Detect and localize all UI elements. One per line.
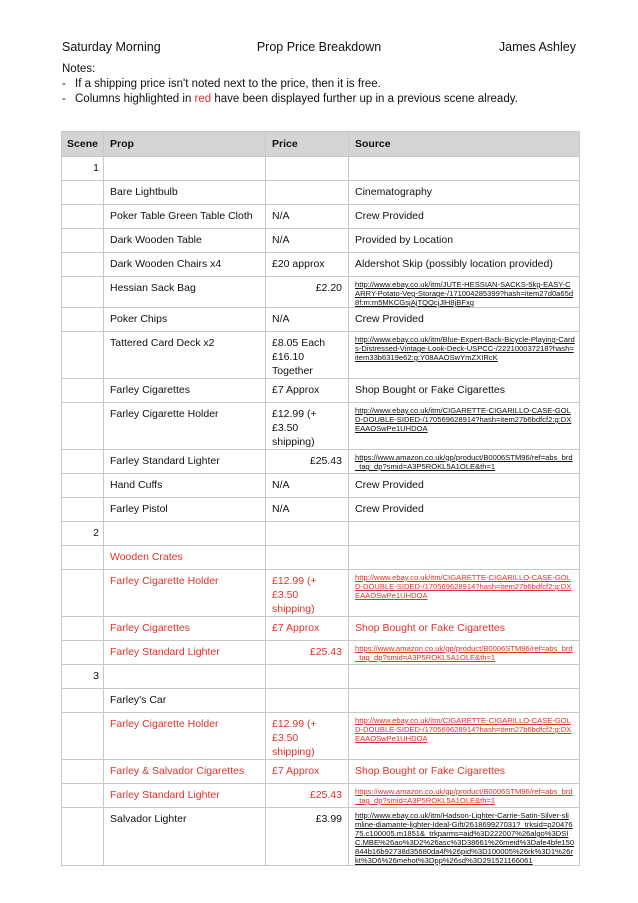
source-text: Crew Provided: [355, 503, 424, 515]
prop-cell: [104, 403, 266, 450]
prop-name: Farley Standard Lighter: [110, 789, 220, 801]
source-link[interactable]: https://www.amazon.co.uk/gp/product/B0006STM96/ref=abs_brd_tag_dp?smid=A3P5ROKL5A1OLE&th=1: [355, 644, 573, 662]
scene-row: [62, 665, 580, 689]
source-cell[interactable]: [349, 277, 580, 308]
source-link[interactable]: http://www.ebay.co.uk/itm/Blue-Expert-Back-Bicycle-Playing-Cards-Distressed-Vintage-Look-Deck-USPCC-/222100037218?hash=item33b6319e62:g:Y08AAOSwYmZXIRcK: [355, 335, 575, 362]
source-link[interactable]: https://www.amazon.co.uk/gp/product/B0006STM96/ref=abs_brd_tag_dp?smid=A3P5ROKL5A1OLE&th=1: [355, 787, 573, 805]
price-value: £7 Approx: [272, 622, 320, 634]
empty-cell: [349, 522, 580, 546]
table-row: [62, 498, 580, 522]
scene-number: 1: [93, 162, 99, 174]
prop-cell: [104, 474, 266, 498]
prop-cell: [104, 253, 266, 277]
column-header-prop: Prop: [104, 132, 266, 157]
table-body: [62, 157, 580, 866]
scene-number: 2: [93, 527, 99, 539]
scene-cell: [62, 641, 104, 665]
price-cell: [266, 689, 349, 713]
prop-name: Wooden Crates: [110, 551, 183, 563]
scene-cell: [62, 546, 104, 570]
prop-cell: [104, 760, 266, 784]
prop-cell: [104, 229, 266, 253]
note-text-red: red: [194, 93, 212, 105]
scene-number-cell: [62, 522, 104, 546]
prop-cell: [104, 784, 266, 808]
prop-name: Hessian Sack Bag: [110, 282, 196, 294]
prop-cell: [104, 450, 266, 474]
table-row: [62, 760, 580, 784]
price-value: N/A: [272, 503, 290, 515]
price-cell: [266, 713, 349, 760]
table-row: [62, 332, 580, 379]
prop-name: Farley's Car: [110, 694, 167, 706]
source-link[interactable]: http://www.ebay.co.uk/itm/CIGARETTE-CIGARILLO-CASE-GOLD-DOUBLE-SIDED-/170569628914?hash=item27b6bdfcf2:g:DXEAAOSwPe1UHDOA: [355, 716, 572, 743]
prop-name: Farley Standard Lighter: [110, 455, 220, 467]
bullet-dash-icon: -: [62, 93, 66, 105]
scene-cell: [62, 808, 104, 866]
prop-name: Dark Wooden Chairs x4: [110, 258, 222, 270]
price-value: £25.43: [309, 789, 342, 801]
scene-cell: [62, 498, 104, 522]
source-cell: [349, 308, 580, 332]
source-cell[interactable]: [349, 570, 580, 617]
scene-row: [62, 522, 580, 546]
price-cell: [266, 498, 349, 522]
note-text-shipping: If a shipping price isn't noted next to the price, then it is free.: [75, 78, 381, 90]
note-text-pre: Columns highlighted in: [75, 93, 195, 105]
source-cell[interactable]: [349, 641, 580, 665]
table-row: [62, 546, 580, 570]
prop-name: Farley Cigarette Holder: [110, 575, 219, 587]
header-center-title: Prop Price Breakdown: [256, 40, 382, 54]
table-row: [62, 808, 580, 866]
note-item-red-columns: [62, 92, 518, 107]
empty-cell: [266, 665, 349, 689]
note-text-post: have been displayed further up in a previous scene already.: [211, 93, 518, 105]
table-row: [62, 689, 580, 713]
scene-number-cell: [62, 665, 104, 689]
source-text: Shop Bought or Fake Cigarettes: [355, 765, 506, 777]
column-header-scene: Scene: [62, 132, 104, 157]
source-cell: [349, 181, 580, 205]
price-value: £7 Approx: [272, 765, 320, 777]
prop-cell: [104, 617, 266, 641]
source-text: [355, 546, 575, 550]
source-link[interactable]: http://www.ebay.co.uk/itm/CIGARETTE-CIGARILLO-CASE-GOLD-DOUBLE-SIDED-/170569628914?hash=item27b6bdfcf2:g:DXEAAOSwPe1UHDOA: [355, 573, 572, 600]
prop-cell: [104, 379, 266, 403]
price-value: N/A: [272, 210, 290, 222]
prop-name: Poker Table Green Table Cloth: [110, 210, 253, 222]
source-cell: [349, 689, 580, 713]
table-row: [62, 403, 580, 450]
price-cell: [266, 760, 349, 784]
source-text: Crew Provided: [355, 313, 424, 325]
price-value: £12.99 (+£3.50 shipping): [272, 575, 317, 615]
price-cell: [266, 308, 349, 332]
column-header-source: Source: [349, 132, 580, 157]
table-row: [62, 784, 580, 808]
source-cell: [349, 617, 580, 641]
prop-name: Farley Pistol: [110, 503, 168, 515]
prop-name: Farley Cigarette Holder: [110, 718, 219, 730]
prop-cell: [104, 546, 266, 570]
source-link[interactable]: http://www.ebay.co.uk/itm/Hadson-Lighter-Carrie-Satin-Silver-slimline-diamante-lighter-Ideal-Gift/261869927031?_trksid=p2047675.c100005.m1851&_trkparms=aid%3D222007%26algo%3DSIC.MBE%26ao%3D2%26asc%3D38661%26meid%3Dafe4bfe150844b16b92738d35680da4f%26pid%3D100005%26rk%3D1%26rkt%3D6%26mehot%3Dpp%26sd%3D291521166061: [355, 811, 575, 865]
source-link[interactable]: http://www.ebay.co.uk/itm/JUTE-HESSIAN-SACKS-5kg-EASY-CARRY-Potato-Veg-Storage-/171004285399?hash=item27d0a65d8f:m:m5MKCGsjAjTQQcjJlH8jBFxg: [355, 280, 574, 307]
price-value: £12.99 (+£3.50 shipping): [272, 718, 317, 758]
prop-cell: [104, 498, 266, 522]
scene-cell: [62, 760, 104, 784]
source-cell[interactable]: [349, 713, 580, 760]
scene-cell: [62, 379, 104, 403]
source-cell: [349, 760, 580, 784]
scene-cell: [62, 713, 104, 760]
table-row: [62, 450, 580, 474]
price-cell: [266, 229, 349, 253]
column-header-price: Price: [266, 132, 349, 157]
empty-cell: [266, 522, 349, 546]
source-cell[interactable]: [349, 332, 580, 379]
empty-cell: [104, 522, 266, 546]
price-value: N/A: [272, 479, 290, 491]
scene-cell: [62, 253, 104, 277]
scene-cell: [62, 689, 104, 713]
scene-number-cell: [62, 157, 104, 181]
price-value: £2.20: [315, 282, 342, 294]
price-value: [272, 181, 342, 185]
price-value: £8.05 Each £16.10 Together: [272, 337, 326, 377]
price-cell: [266, 641, 349, 665]
source-cell[interactable]: [349, 808, 580, 866]
source-text: Crew Provided: [355, 210, 424, 222]
prop-name: Tattered Card Deck x2: [110, 337, 215, 349]
source-cell: [349, 253, 580, 277]
price-value: N/A: [272, 234, 290, 246]
source-link[interactable]: http://www.ebay.co.uk/itm/CIGARETTE-CIGARILLO-CASE-GOLD-DOUBLE-SIDED-/170569628914?hash=item27b6bdfcf2:g:DXEAAOSwPe1UHDOA: [355, 406, 572, 433]
scene-cell: [62, 332, 104, 379]
source-cell: [349, 229, 580, 253]
empty-cell: [266, 157, 349, 181]
bullet-dash-icon: -: [62, 78, 66, 90]
price-value: N/A: [272, 313, 290, 325]
table-row: [62, 205, 580, 229]
prop-cell: [104, 641, 266, 665]
source-cell: [349, 546, 580, 570]
source-text: Provided by Location: [355, 234, 454, 246]
prop-name: Farley Cigarettes: [110, 622, 190, 634]
source-cell[interactable]: [349, 450, 580, 474]
price-cell: [266, 808, 349, 866]
prop-cell: [104, 205, 266, 229]
prop-price-table: [61, 131, 580, 866]
scene-cell: [62, 229, 104, 253]
scene-cell: [62, 617, 104, 641]
scene-cell: [62, 277, 104, 308]
price-cell: [266, 181, 349, 205]
prop-cell: [104, 332, 266, 379]
price-value: £7 Approx: [272, 384, 320, 396]
source-cell: [349, 498, 580, 522]
source-text: Shop Bought or Fake Cigarettes: [355, 384, 506, 396]
prop-name: Poker Chips: [110, 313, 168, 325]
scene-cell: [62, 570, 104, 617]
source-text: Cinematography: [355, 186, 433, 198]
scene-cell: [62, 181, 104, 205]
page-header: [62, 40, 576, 58]
scene-cell: [62, 205, 104, 229]
table-row: [62, 277, 580, 308]
price-cell: [266, 332, 349, 379]
prop-name: Salvador Lighter: [110, 813, 187, 825]
scene-cell: [62, 784, 104, 808]
scene-cell: [62, 450, 104, 474]
prop-cell: [104, 277, 266, 308]
source-text: Aldershot Skip (possibly location provided): [355, 258, 553, 270]
price-cell: [266, 253, 349, 277]
header-right-author: James Ashley: [498, 40, 576, 54]
empty-cell: [349, 157, 580, 181]
prop-name: Farley Standard Lighter: [110, 646, 220, 658]
price-cell: [266, 570, 349, 617]
table-row: [62, 229, 580, 253]
scene-cell: [62, 403, 104, 450]
table-row: [62, 474, 580, 498]
price-cell: [266, 379, 349, 403]
prop-name: Bare Lightbulb: [110, 186, 178, 198]
header-left-title: Saturday Morning: [62, 40, 161, 54]
price-cell: [266, 277, 349, 308]
source-link[interactable]: https://www.amazon.co.uk/gp/product/B0006STM96/ref=abs_brd_tag_dp?smid=A3P5ROKL5A1OLE&th=1: [355, 453, 573, 471]
price-cell: [266, 546, 349, 570]
table-row: [62, 617, 580, 641]
prop-cell: [104, 308, 266, 332]
source-cell: [349, 474, 580, 498]
empty-cell: [349, 665, 580, 689]
prop-name: Farley Cigarettes: [110, 384, 190, 396]
price-cell: [266, 403, 349, 450]
notes-title: Notes:: [62, 63, 96, 75]
prop-cell: [104, 570, 266, 617]
source-text: Shop Bought or Fake Cigarettes: [355, 622, 506, 634]
scene-row: [62, 157, 580, 181]
empty-cell: [104, 157, 266, 181]
prop-name: Farley Cigarette Holder: [110, 408, 219, 420]
price-value: £20 approx: [272, 258, 325, 270]
price-value: £25.43: [309, 646, 342, 658]
scene-cell: [62, 474, 104, 498]
price-value: [272, 689, 342, 693]
prop-name: Hand Cuffs: [110, 479, 163, 491]
prop-name: Farley & Salvador Cigarettes: [110, 765, 245, 777]
scene-cell: [62, 308, 104, 332]
table-row: [62, 713, 580, 760]
price-cell: [266, 205, 349, 229]
table-row: [62, 181, 580, 205]
price-cell: [266, 474, 349, 498]
prop-cell: [104, 808, 266, 866]
source-cell[interactable]: [349, 403, 580, 450]
prop-cell: [104, 689, 266, 713]
scene-number: 3: [93, 670, 99, 682]
price-value: £25.43: [309, 455, 342, 467]
table-row: [62, 308, 580, 332]
price-value: £12.99 (+£3.50 shipping): [272, 408, 317, 448]
source-text: [355, 689, 575, 693]
source-cell[interactable]: [349, 784, 580, 808]
price-value: [272, 546, 342, 550]
price-cell: [266, 784, 349, 808]
prop-cell: [104, 181, 266, 205]
table-row: [62, 570, 580, 617]
source-cell: [349, 379, 580, 403]
table-header-row: [62, 132, 580, 157]
source-cell: [349, 205, 580, 229]
prop-name: Dark Wooden Table: [110, 234, 202, 246]
table-row: [62, 253, 580, 277]
note-item-shipping: [62, 77, 518, 92]
table-row: [62, 641, 580, 665]
notes-section: [62, 62, 518, 107]
table-row: [62, 379, 580, 403]
price-value: £3.99: [315, 813, 342, 825]
empty-cell: [104, 665, 266, 689]
source-text: Crew Provided: [355, 479, 424, 491]
price-cell: [266, 450, 349, 474]
price-cell: [266, 617, 349, 641]
prop-cell: [104, 713, 266, 760]
